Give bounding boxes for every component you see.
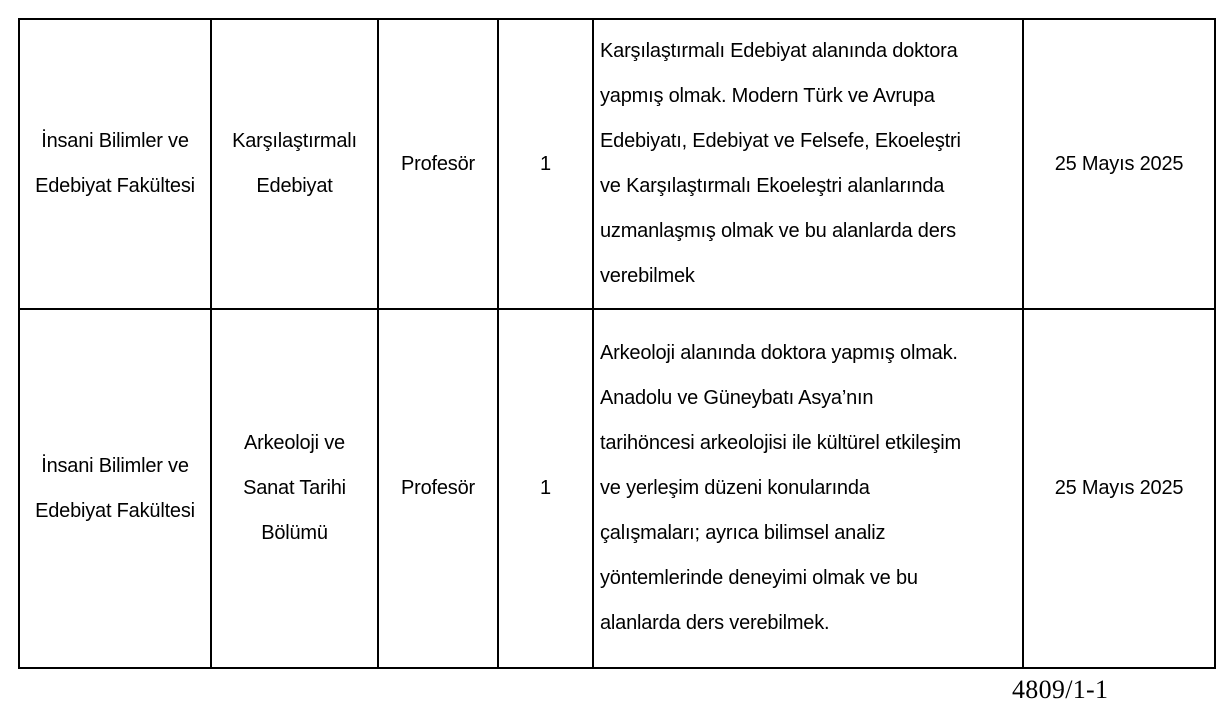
faculty-cell: İnsani Bilimler ve Edebiyat Fakültesi xyxy=(19,309,211,668)
job-listing-table xyxy=(18,18,1216,669)
requirements-cell: Arkeoloji alanında doktora yapmış olmak. Anadolu ve Güneybatı Asya’nın tarihöncesi arkeolojisi ile kültürel etkileşim ve yerleşim düzeni konularında çalışmaları; ayrıca bilimsel analiz yöntemlerinde deneyimi olmak ve bu alanlarda ders verebilmek. xyxy=(593,309,1023,668)
document-reference-number: 4809/1-1 xyxy=(1012,675,1109,704)
department-cell: Karşılaştırmalı Edebiyat xyxy=(211,19,378,309)
deadline-cell: 25 Mayıs 2025 xyxy=(1023,19,1215,309)
count-cell: 1 xyxy=(498,19,593,309)
deadline-cell: 25 Mayıs 2025 xyxy=(1023,309,1215,668)
requirements-cell: Karşılaştırmalı Edebiyat alanında doktora yapmış olmak. Modern Türk ve Avrupa Edebiyatı, Edebiyat ve Felsefe, Ekoeleştri ve Karşılaştırmalı Ekoeleştri alanlarında uzmanlaşmış olmak ve bu alanlarda ders verebilmek xyxy=(593,19,1023,309)
count-cell: 1 xyxy=(498,309,593,668)
table-row xyxy=(19,309,1215,668)
table-row xyxy=(19,19,1215,309)
title-cell: Profesör xyxy=(378,309,498,668)
faculty-cell: İnsani Bilimler ve Edebiyat Fakültesi xyxy=(19,19,211,309)
department-cell: Arkeoloji ve Sanat Tarihi Bölümü xyxy=(211,309,378,668)
title-cell: Profesör xyxy=(378,19,498,309)
